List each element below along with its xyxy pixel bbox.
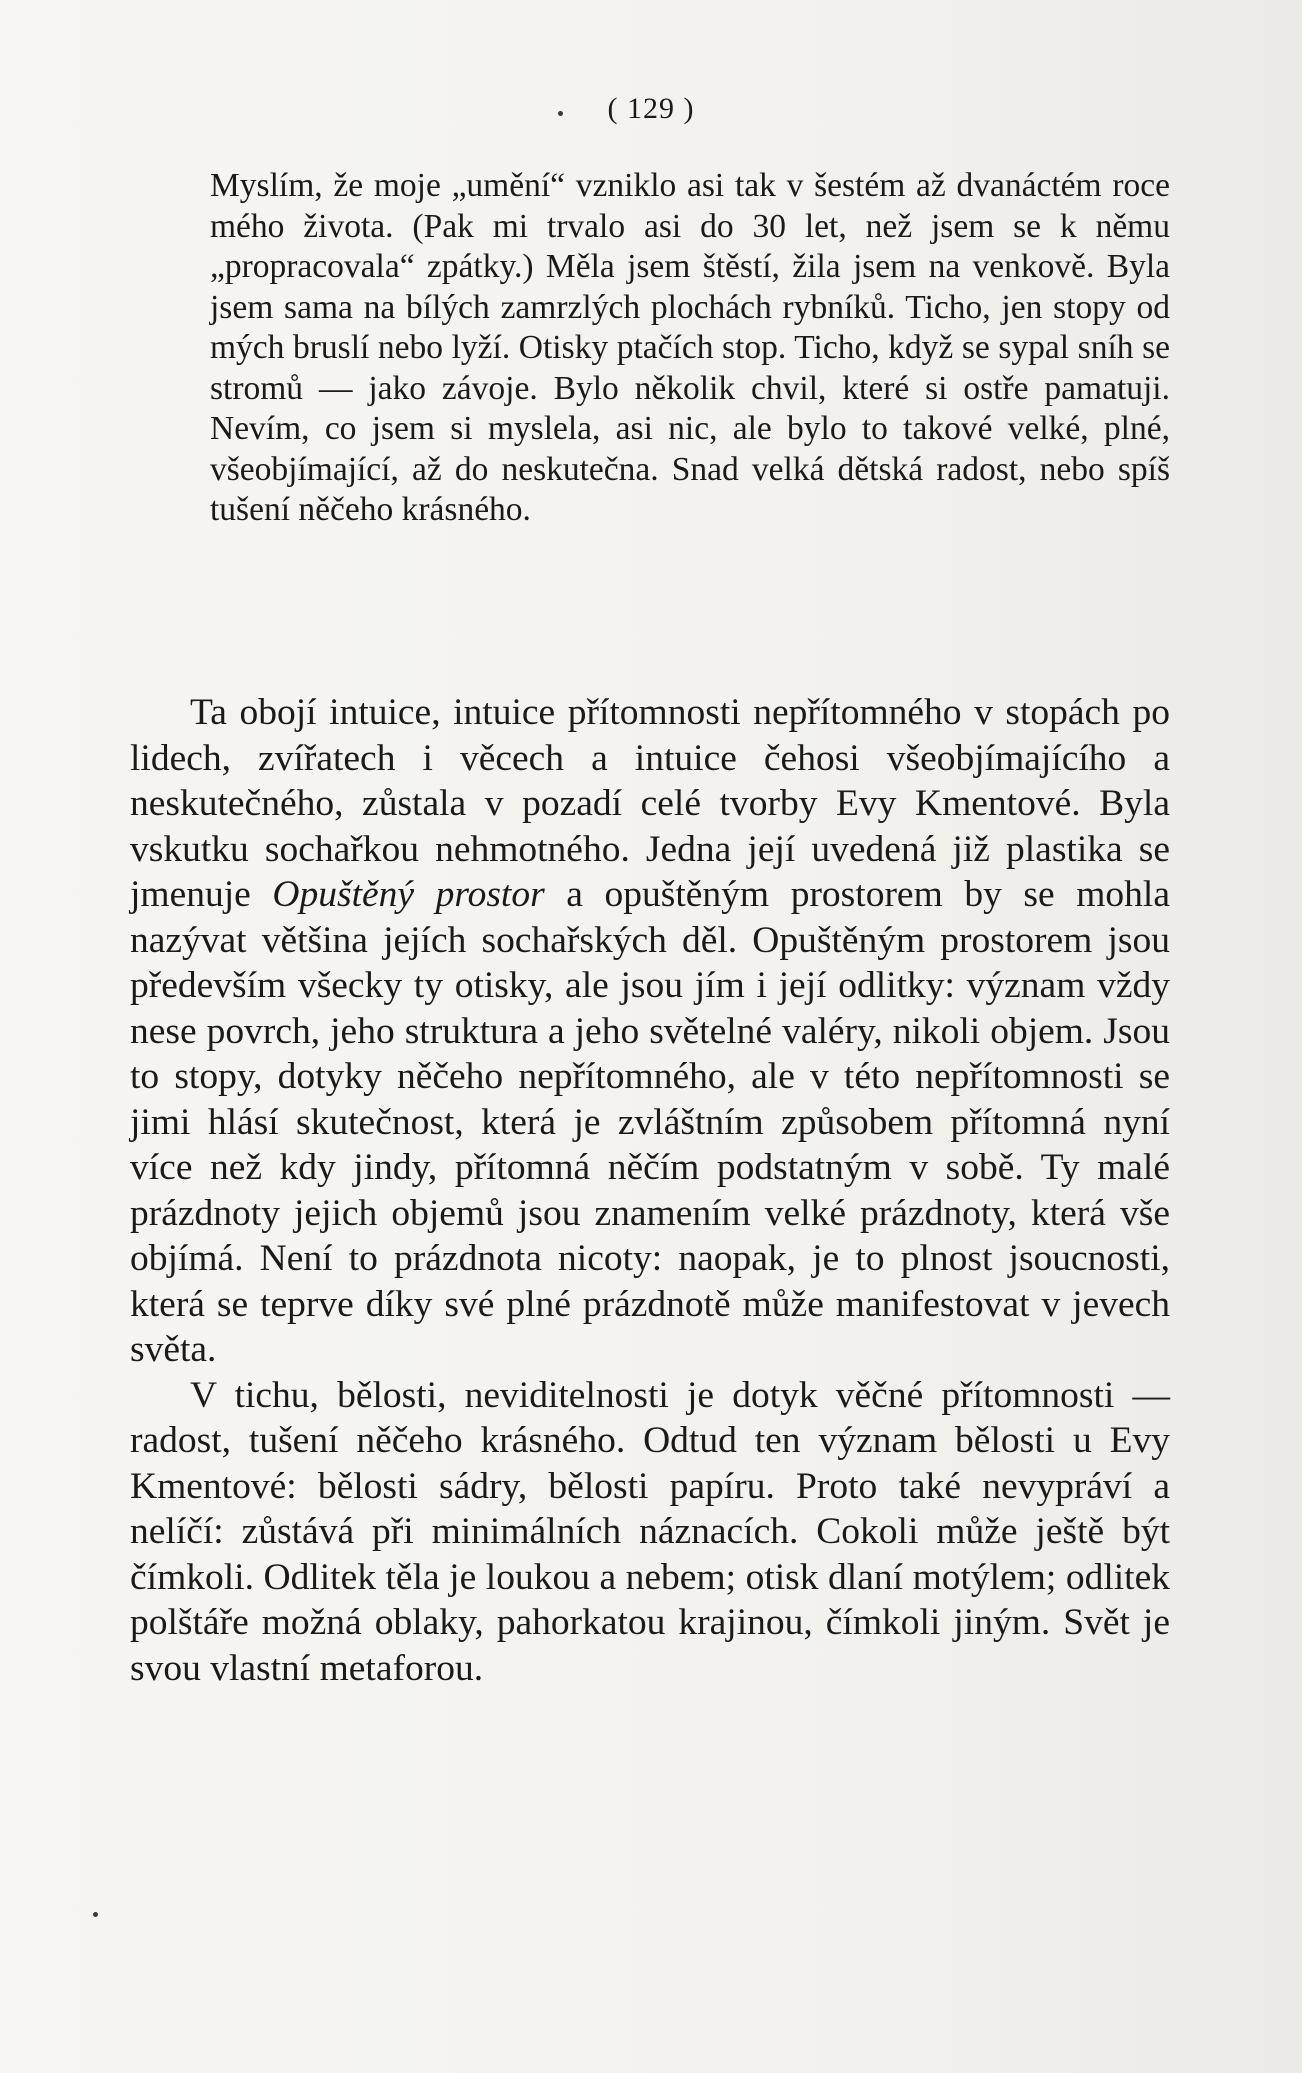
speck-mark — [93, 1912, 98, 1917]
speck-mark — [558, 111, 563, 116]
paragraph-whiteness: V tichu, bělosti, neviditelnosti je dotyk věčné přítomnosti — radost, tušení něčeho krásného. Odtud ten význam bělosti u Evy Kmentové: bělosti sádry, bělosti papíru. Proto také nevypráví a nelíčí: zůstává při minimálních náznacích. Cokoli může ještě být čímkoli. Odlitek těla je loukou a nebem; otisk dlaní motýlem; odlitek polštáře možná oblaky, pahorkatou krajinou, čímkoli jiným. Svět je svou vlastní metaforou. — [130, 1374, 1170, 1689]
page-number: ( 129 ) — [607, 92, 695, 125]
main-text — [130, 690, 1170, 1691]
quoted-passage: Myslím, že moje „umění“ vzniklo asi tak v šestém až dvanáctém roce mého života. (Pak mi trvalo asi do 30 let, než jsem se k němu „propracovala“ zpátky.) Měla jsem štěstí, žila jsem na venkově. Byla jsem sama na bílých zamrzlých plochách rybníků. Ticho, jen stopy od mých bruslí nebo lyží. Otisky ptačích stop. Ticho, když se sypal sníh se stromů — jako závoje. Bylo několik chvil, které si ostře pamatuji. Nevím, co jsem si myslela, asi nic, ale bylo to takové velké, plné, všeobjímající, až do neskutečna. Snad velká dětská radost, nebo spíš tušení něčeho krásného. — [210, 167, 1170, 528]
paragraph-intuition: Ta obojí intuice, intuice přítomnosti nepřítomného v stopách po lidech, zvířatech i věcech a intuice čehosi všeobjímajícího a neskutečného, zůstala v pozadí celé tvorby Evy Kmentové. Byla vskutku sochařkou nehmotného. Jedna její uvedená již plastika se jmenuje Opuštěný prostor a opuštěným prostorem by se mohla nazývat většina jejích sochařských děl. Opuštěným prostorem jsou především všecky ty otisky, ale jsou jím i její odlitky: význam vždy nese povrch, jeho struktura a jeho světelné valéry, nikoli objem. Jsou to stopy, dotyky něčeho nepřítomného, ale v této nepřítomnosti se jimi hlásí skutečnost, která je zvláštním způsobem přítomná nyní více než kdy jindy, přítomná něčím podstatným v sobě. Ty malé prázdnoty jejich objemů jsou znamením velké prázdnoty, která vše objímá. Není to prázdnota nicoty: naopak, je to plnost jsoucnosti, která se teprve díky své plné prázdnotě může manifestovat v jevech světa. — [130, 692, 1170, 1370]
artwork-title: Opuštěný prostor — [272, 874, 545, 915]
